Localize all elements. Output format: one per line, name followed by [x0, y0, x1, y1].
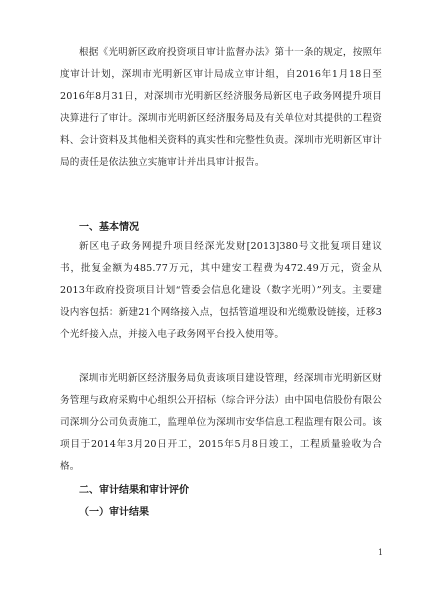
- section-2-subheading: （一）审计结果: [79, 507, 149, 518]
- section-2-heading: 二、审计结果和审计评价: [79, 485, 189, 496]
- section-1-paragraph-2: 深圳市光明新区经济服务局负责该项目建设管理，经深圳市光明新区财务管理与政府采购中心组织公开招标（综合评分法）由中国电信股份有限公司深圳分公司负责施工，监理单位为深圳市安华信息工程监理有限公司。该项目于2014年3月20日开工，2015年5月8日竣工，工程质量验收为合格。: [60, 373, 382, 472]
- section-1-heading: 一、基本情况: [79, 222, 139, 233]
- intro-paragraph: 根据《光明新区政府投资项目审计监督办法》第十一条的规定，按照年度审计计划，深圳市光明新区审计局成立审计组，自2016年1月18日至2016年8月31日，对深圳市光明新区经济服务局新区电子政务网提升项目决算进行了审计。深圳市光明新区经济服务局及有关单位对其提供的工程资料、会计资料及其他相关资料的真实性和完整性负责。深圳市光明新区审计局的责任是依法独立实施审计并出具审计报告。: [60, 47, 382, 168]
- page-number: 1: [378, 548, 384, 557]
- section-1-paragraph-1: 新区电子政务网提升项目经深光发财[2013]380号文批复项目建议书，批复金额为485.77万元，其中建安工程费为472.49万元，资金从2013年政府投资项目计划“管委会信息化建设（数字光明）”列支。主要建设内容包括：新建21个网络接入点，包括管道埋设和光缆敷设链接，迁移3个光纤接入点，并接入电子政务网平台投入使用等。: [60, 241, 382, 340]
